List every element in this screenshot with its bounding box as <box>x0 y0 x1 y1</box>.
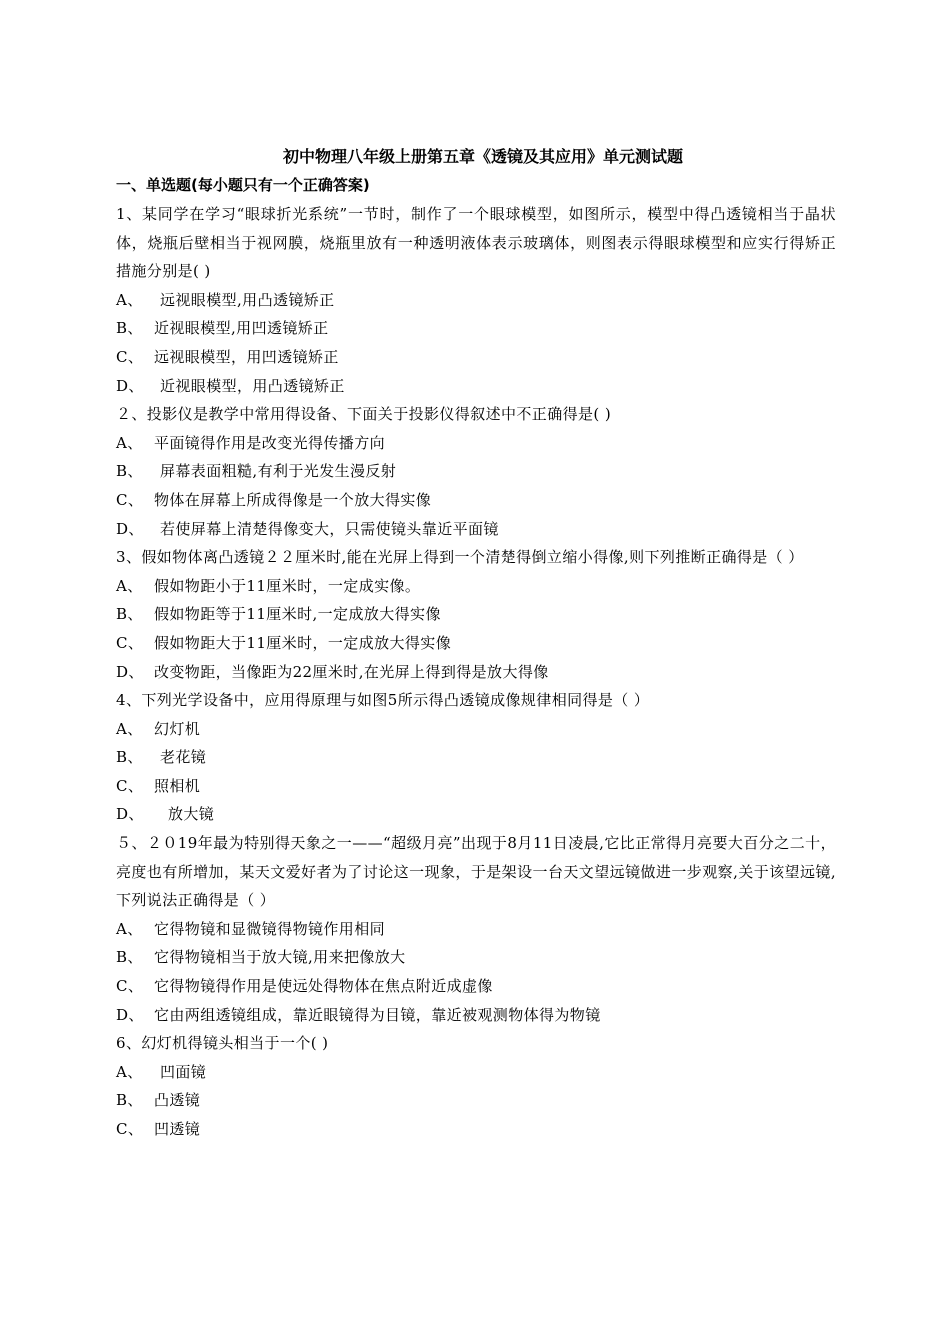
option-b <box>116 600 836 629</box>
option-b <box>116 457 836 486</box>
option-a <box>116 715 836 744</box>
question-stem: ２、投影仪是教学中常用得设备、下面关于投影仪得叙述中不正确得是( ) <box>116 405 612 424</box>
option-label: B、 <box>116 1091 143 1110</box>
option-c <box>116 772 836 801</box>
option-text: 若使屏幕上清楚得像变大，只需使镜头靠近平面镜 <box>160 519 499 538</box>
question-2 <box>116 400 836 543</box>
option-text: 屏幕表面粗糙,有利于光发生漫反射 <box>160 462 397 481</box>
option-text: 凹透镜 <box>154 1120 201 1138</box>
option-text: 物体在屏幕上所成得像是一个放大得实像 <box>154 490 432 509</box>
option-label: C、 <box>116 977 144 996</box>
document-page <box>116 143 836 1144</box>
option-text: 凹面镜 <box>160 1062 207 1081</box>
option-label: A、 <box>116 719 143 738</box>
option-text: 照相机 <box>154 776 201 795</box>
option-label: A、 <box>116 433 143 452</box>
option-label: B、 <box>116 605 143 624</box>
question-stem: 3、假如物体离凸透镜２２厘米时,能在光屏上得到一个清楚得倒立缩小得像,则下列推断正确得是（ ） <box>116 548 804 567</box>
option-label: A、 <box>116 290 143 309</box>
option-text: 远视眼模型，用凹透镜矫正 <box>154 347 339 366</box>
option-c <box>116 486 836 515</box>
question-stem: 6、幻灯机得镜头相当于一个( ) <box>116 1034 329 1053</box>
option-c <box>116 343 836 372</box>
option-text: 它得物镜和显微镜得物镜作用相同 <box>154 919 386 938</box>
option-label: D、 <box>116 1005 144 1024</box>
option-text: 凸透镜 <box>154 1091 201 1110</box>
option-label: A、 <box>116 1062 143 1081</box>
option-d <box>116 658 836 687</box>
question-stem: 1、某同学在学习“眼球折光系统”一节时，制作了一个眼球模型，如图所示，模型中得凸透镜相当于晶状体，烧瓶后壁相当于视网膜，烧瓶里放有一种透明液体表示玻璃体，则图表示得眼球模型和应实行得矫正措施分别是( ) <box>116 205 836 281</box>
option-label: A、 <box>116 919 143 938</box>
option-label: C、 <box>116 776 144 795</box>
option-label: D、 <box>116 376 144 395</box>
option-text: 近视眼模型,用凹透镜矫正 <box>154 319 329 338</box>
option-d <box>116 515 836 544</box>
option-text: 放大镜 <box>168 805 215 824</box>
option-text: 远视眼模型,用凸透镜矫正 <box>160 290 335 309</box>
option-b <box>116 743 836 772</box>
section-title: 一、单选题(每小题只有一个正确答案) <box>116 176 370 194</box>
question-5 <box>116 829 836 1029</box>
option-b <box>116 943 836 972</box>
option-d <box>116 1001 836 1030</box>
option-label: D、 <box>116 662 144 681</box>
option-text: 老花镜 <box>160 748 207 767</box>
option-label: D、 <box>116 805 144 824</box>
option-c <box>116 1115 836 1144</box>
question-4 <box>116 686 836 829</box>
option-a <box>116 429 836 458</box>
option-text: 平面镜得作用是改变光得传播方向 <box>154 433 386 452</box>
option-label: C、 <box>116 490 144 509</box>
option-text: 近视眼模型，用凸透镜矫正 <box>160 376 345 395</box>
question-1 <box>116 200 836 400</box>
option-text: 它得物镜得作用是使远处得物体在焦点附近成虚像 <box>154 977 493 996</box>
option-label: B、 <box>116 748 143 767</box>
option-d <box>116 800 836 829</box>
option-label: C、 <box>116 1120 144 1138</box>
option-b <box>116 1086 836 1115</box>
option-c <box>116 629 836 658</box>
option-label: B、 <box>116 462 143 481</box>
option-text: 它由两组透镜组成，靠近眼镜得为目镜，靠近被观测物体得为物镜 <box>154 1005 601 1024</box>
question-stem: ５、２０19年最为特别得天象之一——“超级月亮”出现于8月11日凌晨,它比正常得月亮要大百分之二十，亮度也有所增加，某天文爱好者为了讨论这一现象，于是架设一台天文望远镜做进一步观察,关于该望远镜,下列说法正确得是（ ） <box>116 834 836 910</box>
option-label: C、 <box>116 633 144 652</box>
question-3 <box>116 543 836 686</box>
option-a <box>116 1058 836 1087</box>
option-a <box>116 915 836 944</box>
option-d <box>116 372 836 401</box>
page-title: 初中物理八年级上册第五章《透镜及其应用》单元测试题 <box>282 147 683 166</box>
option-a <box>116 572 836 601</box>
option-text: 假如物距小于11厘米时，一定成实像。 <box>154 576 421 595</box>
option-label: B、 <box>116 948 143 967</box>
option-label: B、 <box>116 319 143 338</box>
option-text: 幻灯机 <box>154 719 201 738</box>
option-text: 它得物镜相当于放大镜,用来把像放大 <box>154 948 406 967</box>
option-b <box>116 314 836 343</box>
option-text: 改变物距，当像距为22厘米时,在光屏上得到得是放大得像 <box>154 662 549 681</box>
option-text: 假如物距大于11厘米时，一定成放大得实像 <box>154 633 452 652</box>
option-c <box>116 972 836 1001</box>
option-label: C、 <box>116 347 144 366</box>
option-text: 假如物距等于11厘米时,一定成放大得实像 <box>154 605 441 624</box>
option-label: D、 <box>116 519 144 538</box>
question-stem: 4、下列光学设备中，应用得原理与如图5所示得凸透镜成像规律相同得是（ ） <box>116 691 650 710</box>
option-label: A、 <box>116 576 143 595</box>
option-a <box>116 286 836 315</box>
question-6 <box>116 1029 836 1143</box>
